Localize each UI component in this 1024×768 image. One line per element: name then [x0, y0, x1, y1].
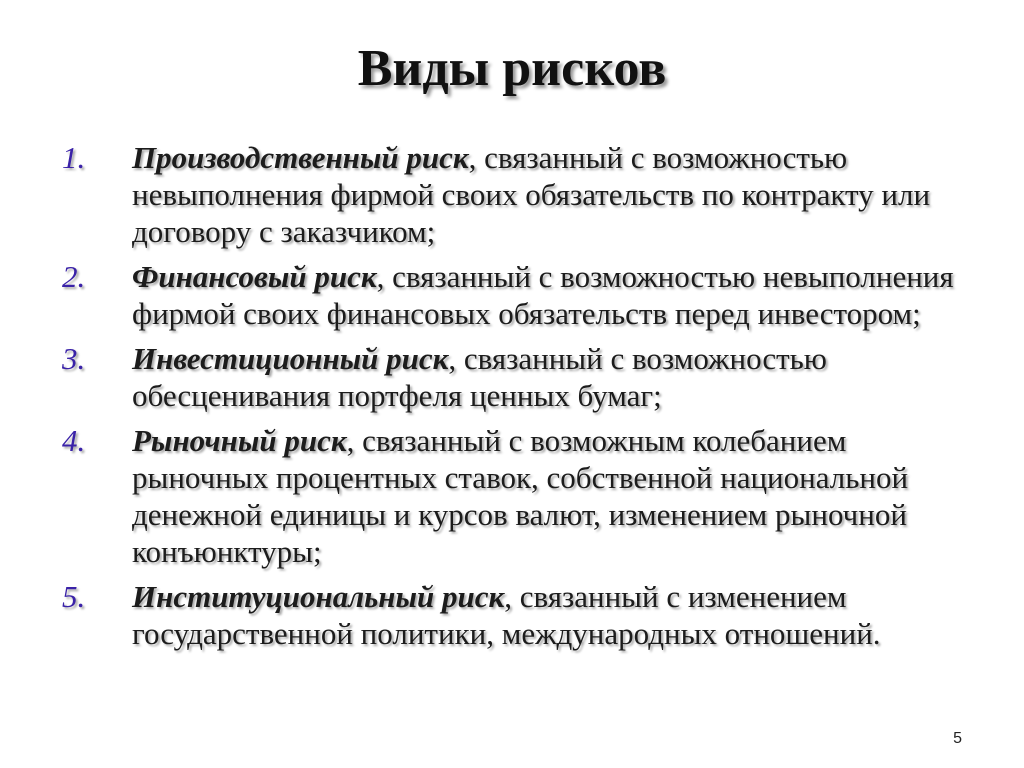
list-item [62, 578, 982, 652]
list-item [62, 139, 982, 250]
slide-title: Виды рисков [357, 40, 667, 97]
risk-term: Производственный риск [132, 140, 469, 175]
risk-term: Финансовый риск [132, 259, 377, 294]
list-item [62, 258, 982, 332]
risk-term: Рыночный риск [132, 423, 347, 458]
page-number: 5 [953, 730, 962, 747]
risk-description: , связанный с изменением государственной политики, международных отношений. [132, 579, 881, 651]
list-item-number: 1. [62, 140, 86, 175]
list-item-number: 5. [62, 579, 86, 614]
list-item-number: 2. [62, 259, 86, 294]
list-item-number: 4. [62, 423, 86, 458]
risk-term: Институциональный риск [132, 579, 505, 614]
risk-description: , связанный с возможным колебанием рыночных процентных ставок, собственной национальной денежной единицы и курсов валют, изменением рыночной конъюнктуры; [132, 423, 909, 569]
risk-list [62, 139, 982, 660]
list-item [62, 422, 982, 570]
risk-description: , связанный с возможностью невыполнения фирмой своих обязательств по контракту или договору с заказчиком; [132, 140, 931, 249]
risk-description: , связанный с возможностью невыполнения фирмой своих финансовых обязательств перед инвестором; [132, 259, 954, 331]
list-item [62, 340, 982, 414]
list-item-number: 3. [62, 341, 86, 376]
risk-description: , связанный с возможностью обесценивания портфеля ценных бумаг; [132, 341, 827, 413]
risk-term: Инвестиционный риск [132, 341, 449, 376]
